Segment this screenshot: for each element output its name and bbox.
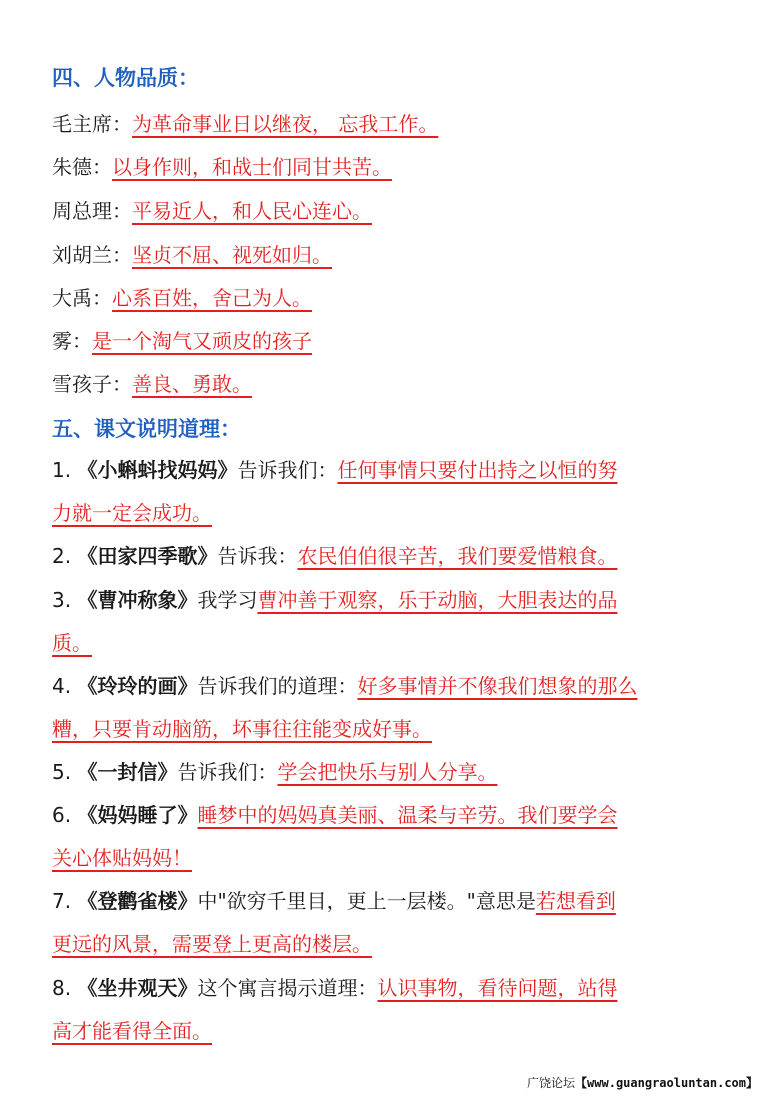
footer-site: 【www.guangraoluntan.com】 (575, 1076, 758, 1090)
character-label: 周总理： (52, 199, 132, 223)
lesson-item (52, 975, 617, 1001)
character-answer: 为革命事业日以继夜， 忘我工作。 (132, 112, 439, 136)
lesson-item (52, 802, 617, 828)
character-label: 刘胡兰： (52, 243, 132, 267)
lesson-title: 《田家四季歌》 (77, 544, 218, 568)
lesson-title: 《妈妈睡了》 (77, 803, 198, 827)
lesson-title: 《坐井观天》 (77, 976, 198, 1000)
lesson-answer: 糟，只要肯动脑筋，坏事往往能变成好事。 (52, 717, 432, 741)
character-answer: 心系百姓，舍己为人。 (112, 286, 312, 310)
lesson-answer: 力就一定会成功。 (52, 501, 212, 525)
lesson-item-continued (52, 500, 226, 526)
lesson-answer: 睡梦中的妈妈真美丽、温柔与辛劳。我们要学会 (197, 803, 618, 827)
lesson-title: 《曹冲称象》 (77, 588, 198, 612)
lesson-answer: 学会把快乐与别人分享。 (277, 760, 498, 784)
character-answer: 善良、勇敢。 (132, 372, 252, 396)
lesson-item (52, 543, 631, 569)
lesson-item-continued (52, 630, 106, 656)
character-item (52, 285, 326, 311)
character-item (52, 371, 266, 397)
lesson-title: 《一封信》 (77, 760, 178, 784)
lesson-lead: 告诉我们： (237, 458, 338, 482)
lesson-item (52, 888, 616, 914)
lesson-answer: 关心体贴妈妈！ (52, 846, 192, 870)
lesson-answer: 质。 (52, 631, 92, 655)
lesson-item (52, 457, 617, 483)
character-label: 雾： (52, 329, 92, 353)
footer-name: 广饶论坛 (527, 1076, 576, 1090)
character-item (52, 328, 326, 354)
character-item (52, 242, 346, 268)
footer-watermark (527, 1074, 758, 1091)
lesson-number: 1. (52, 458, 78, 482)
lesson-lead: 告诉我们的道理： (197, 674, 358, 698)
section4-heading: 四、人物品质： (52, 66, 199, 90)
lesson-title: 《玲玲的画》 (77, 674, 198, 698)
lesson-lead: 中"欲穷千里目，更上一层楼。"意思是 (197, 889, 536, 913)
lesson-number: 8. (52, 976, 78, 1000)
lesson-answer: 好多事情并不像我们想象的那么 (357, 674, 638, 698)
lesson-number: 7. (52, 889, 78, 913)
character-label: 雪孩子： (52, 372, 132, 396)
section5-heading: 五、课文说明道理： (52, 417, 241, 441)
lesson-lead: 告诉我： (217, 544, 298, 568)
lesson-number: 5. (52, 760, 78, 784)
lesson-item (52, 587, 617, 613)
lesson-lead: 这个寓言揭示道理： (197, 976, 378, 1000)
lesson-number: 6. (52, 803, 78, 827)
lesson-item-continued (52, 1018, 226, 1044)
character-answer: 是一个淘气又顽皮的孩子 (92, 329, 312, 353)
character-label: 朱德： (52, 155, 112, 179)
lesson-answer: 更远的风景，需要登上更高的楼层。 (52, 932, 372, 956)
lesson-item (52, 673, 637, 699)
lesson-item-continued (52, 845, 206, 871)
lesson-number: 4. (52, 674, 78, 698)
character-item (52, 111, 452, 137)
character-answer: 以身作则，和战士们同甘共苦。 (112, 155, 392, 179)
character-item (52, 154, 406, 180)
lesson-title: 《登鹳雀楼》 (77, 889, 198, 913)
lesson-item-continued (52, 716, 446, 742)
character-answer: 坚贞不屈、视死如归。 (132, 243, 332, 267)
lesson-lead: 我学习 (197, 588, 258, 612)
lesson-answer: 若想看到 (535, 889, 616, 913)
character-answer: 平易近人，和人民心连心。 (132, 199, 372, 223)
lesson-number: 2. (52, 544, 78, 568)
lesson-answer: 高才能看得全面。 (52, 1019, 212, 1043)
lesson-answer: 认识事物，看待问题，站得 (377, 976, 618, 1000)
lesson-item-continued (52, 931, 386, 957)
lesson-answer: 任何事情只要付出持之以恒的努 (337, 458, 618, 482)
lesson-title: 《小蝌蚪找妈妈》 (77, 458, 238, 482)
character-label: 大禹： (52, 286, 112, 310)
lesson-answer: 曹冲善于观察，乐于动脑，大胆表达的品 (257, 588, 618, 612)
character-label: 毛主席： (52, 112, 132, 136)
character-item (52, 198, 386, 224)
lesson-answer: 农民伯伯很辛苦，我们要爱惜粮食。 (297, 544, 618, 568)
lesson-number: 3. (52, 588, 78, 612)
lesson-lead: 告诉我们： (177, 760, 278, 784)
lesson-item (52, 759, 511, 785)
